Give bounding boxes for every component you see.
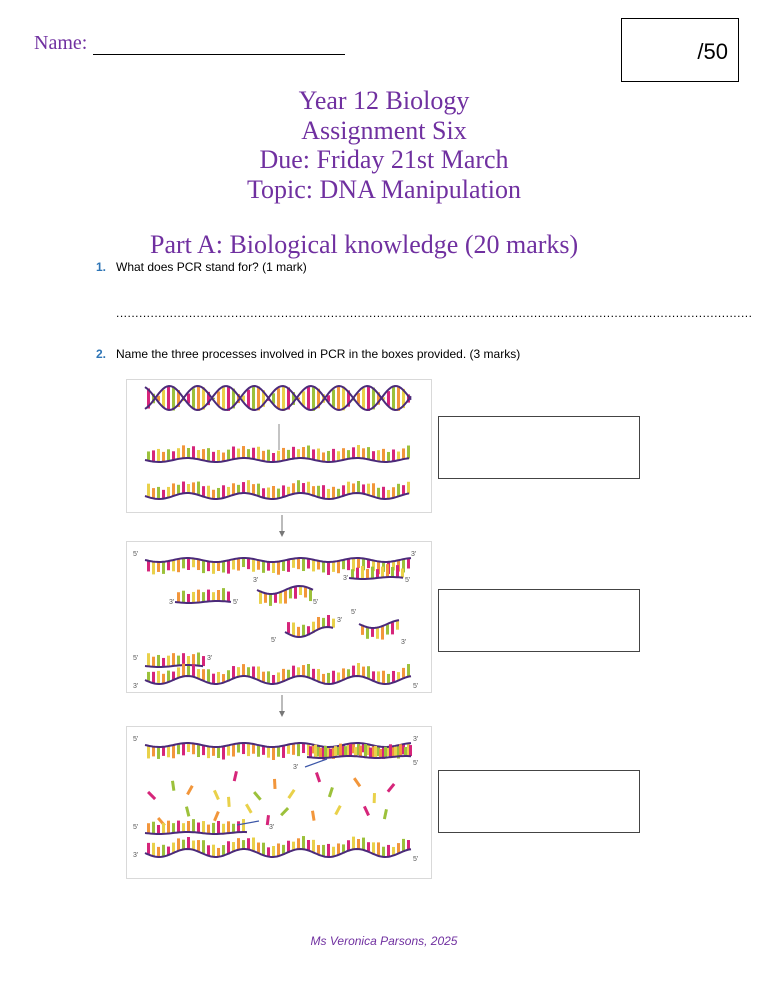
svg-text:3': 3'	[253, 577, 259, 584]
svg-text:3': 3'	[413, 736, 419, 743]
svg-text:5': 5'	[313, 599, 319, 606]
svg-text:5': 5'	[271, 637, 277, 644]
svg-text:3': 3'	[207, 655, 213, 662]
svg-text:3': 3'	[133, 852, 139, 859]
svg-text:3': 3'	[269, 824, 275, 831]
svg-text:5': 5'	[405, 577, 411, 584]
name-label: Name:	[34, 32, 88, 54]
answer-box-2[interactable]	[438, 589, 640, 652]
part-heading: Part A: Biological knowledge (20 marks)	[150, 230, 579, 259]
score-box	[621, 18, 739, 82]
svg-text:3': 3'	[401, 639, 407, 646]
title-due-date: Due: Friday 21st March	[259, 145, 509, 174]
extension-illustration	[127, 727, 431, 878]
answer-box-1[interactable]	[438, 416, 640, 479]
diagram-panel-3	[126, 726, 432, 879]
question-text: Name the three processes involved in PCR in the boxes provided. (3 marks)	[116, 347, 521, 361]
svg-text:3': 3'	[343, 575, 349, 582]
diagram-panel-1	[126, 379, 432, 513]
separated-strand-top	[145, 445, 410, 462]
answer-box-3[interactable]	[438, 770, 640, 833]
svg-text:5': 5'	[413, 683, 419, 690]
strands-with-primers	[133, 551, 418, 690]
diagram-panel-2	[126, 541, 432, 693]
question-text: What does PCR stand for? (1 mark)	[116, 260, 307, 274]
double-helix	[145, 386, 411, 450]
svg-text:5': 5'	[133, 551, 139, 558]
question-1	[96, 260, 307, 274]
name-field	[34, 32, 345, 55]
svg-text:3': 3'	[411, 551, 417, 558]
svg-text:5': 5'	[133, 655, 139, 662]
title-course: Year 12 Biology	[298, 86, 470, 115]
svg-text:5': 5'	[233, 599, 239, 606]
separated-strand-bottom	[145, 480, 410, 499]
footer-author: Ms Veronica Parsons, 2025	[310, 934, 458, 948]
down-arrow-icon	[277, 695, 287, 719]
title-assignment: Assignment Six	[301, 116, 467, 145]
answer-line[interactable]: ......................................................................................................................................................................	[116, 306, 753, 320]
svg-text:5': 5'	[133, 824, 139, 831]
title-topic: Topic: DNA Manipulation	[246, 175, 522, 204]
denaturation-illustration	[127, 380, 431, 512]
down-arrow-icon	[277, 515, 287, 539]
annealing-illustration	[127, 542, 431, 692]
svg-text:3': 3'	[133, 683, 139, 690]
svg-text:3': 3'	[293, 764, 299, 771]
svg-text:5': 5'	[413, 760, 419, 767]
svg-text:3': 3'	[337, 617, 343, 624]
svg-text:5': 5'	[351, 609, 357, 616]
svg-text:5': 5'	[133, 736, 139, 743]
question-2	[96, 347, 520, 361]
question-number: 1.	[96, 260, 107, 274]
name-line[interactable]	[93, 36, 345, 55]
strands-with-free-nucleotides	[133, 736, 418, 863]
score-total: /50	[697, 39, 728, 64]
svg-text:3': 3'	[169, 599, 175, 606]
svg-text:5': 5'	[413, 856, 419, 863]
question-number: 2.	[96, 347, 107, 361]
